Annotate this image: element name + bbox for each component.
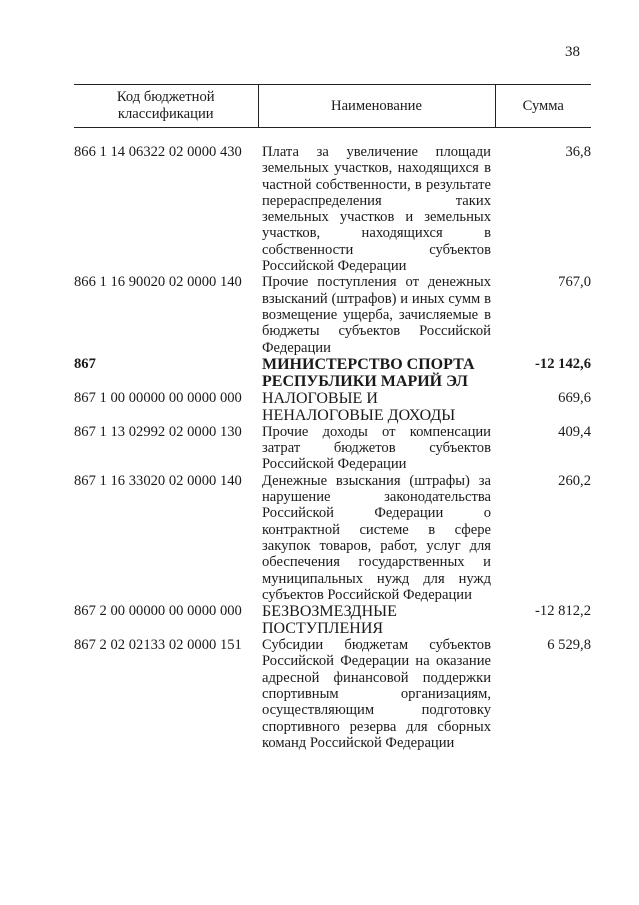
row-amount: 260,2: [558, 472, 591, 489]
row-name: Прочие поступления от денежных взысканий (штрафов) и иных сумм в возмещение ущерба, зачисляемые в бюджеты субъектов Российской Федерации: [262, 274, 491, 356]
table-header-row: [74, 85, 591, 128]
table-row-section: [74, 390, 591, 424]
row-code: 867 1 13 02992 02 0000 130: [74, 423, 242, 440]
row-code: 866 1 14 06322 02 0000 430: [74, 144, 242, 160]
header-amount: Сумма: [495, 85, 591, 128]
row-name: Денежные взыскания (штрафы) за нарушение законодательства Российской Федерации о контрактной системе в сфере закупок товаров, работ, услуг для обеспечения государственных и муниципальных нужд для нужд субъектов Российской Федерации: [262, 472, 491, 603]
row-amount: 669,6: [558, 389, 591, 406]
row-code: 867: [74, 355, 96, 372]
table-row: [74, 274, 591, 355]
row-amount: -12 142,6: [535, 355, 591, 372]
table-spacer: [74, 128, 591, 145]
header-code: Код бюджетной классификации: [74, 85, 258, 128]
row-name: Плата за увеличение площади земельных участков, находящихся в частной собственности, в результате перераспределения таких земельных участков и земельных участков, находящихся в собственности субъектов Российской Федерации: [262, 144, 491, 275]
row-amount: 6 529,8: [547, 637, 591, 654]
row-code: 867 2 02 02133 02 0000 151: [74, 637, 242, 654]
table-row-ministry: [74, 356, 591, 390]
table-row: [74, 473, 591, 603]
row-amount: 409,4: [558, 423, 591, 440]
row-name: МИНИСТЕРСТВО СПОРТА РЕСПУБЛИКИ МАРИЙ ЭЛ: [262, 355, 475, 390]
row-name: НАЛОГОВЫЕ И НЕНАЛОГОВЫЕ ДОХОДЫ: [262, 389, 456, 424]
table-row: [74, 424, 591, 473]
row-code: 866 1 16 90020 02 0000 140: [74, 274, 242, 291]
row-amount: -12 812,2: [535, 603, 591, 620]
row-amount: 36,8: [565, 144, 591, 160]
row-name: Прочие доходы от компенсации затрат бюджетов субъектов Российской Федерации: [262, 423, 491, 473]
row-code: 867 2 00 00000 00 0000 000: [74, 603, 242, 620]
budget-table: [74, 84, 591, 751]
row-name: Субсидии бюджетам субъектов Российской Федерации на оказание адресной финансовой поддержки спортивным организациям, осуществляющим подготовку спортивного резерва для сборных команд Российской Федерации: [262, 637, 491, 751]
table-row: [74, 637, 591, 751]
row-code: 867 1 16 33020 02 0000 140: [74, 472, 242, 489]
row-code: 867 1 00 00000 00 0000 000: [74, 389, 242, 406]
page-number: 38: [565, 44, 580, 60]
table-row: [74, 144, 591, 274]
header-name: Наименование: [258, 85, 495, 128]
row-amount: 767,0: [558, 274, 591, 291]
row-name: БЕЗВОЗМЕЗДНЫЕ ПОСТУПЛЕНИЯ: [262, 603, 397, 638]
table-row-section: [74, 603, 591, 637]
